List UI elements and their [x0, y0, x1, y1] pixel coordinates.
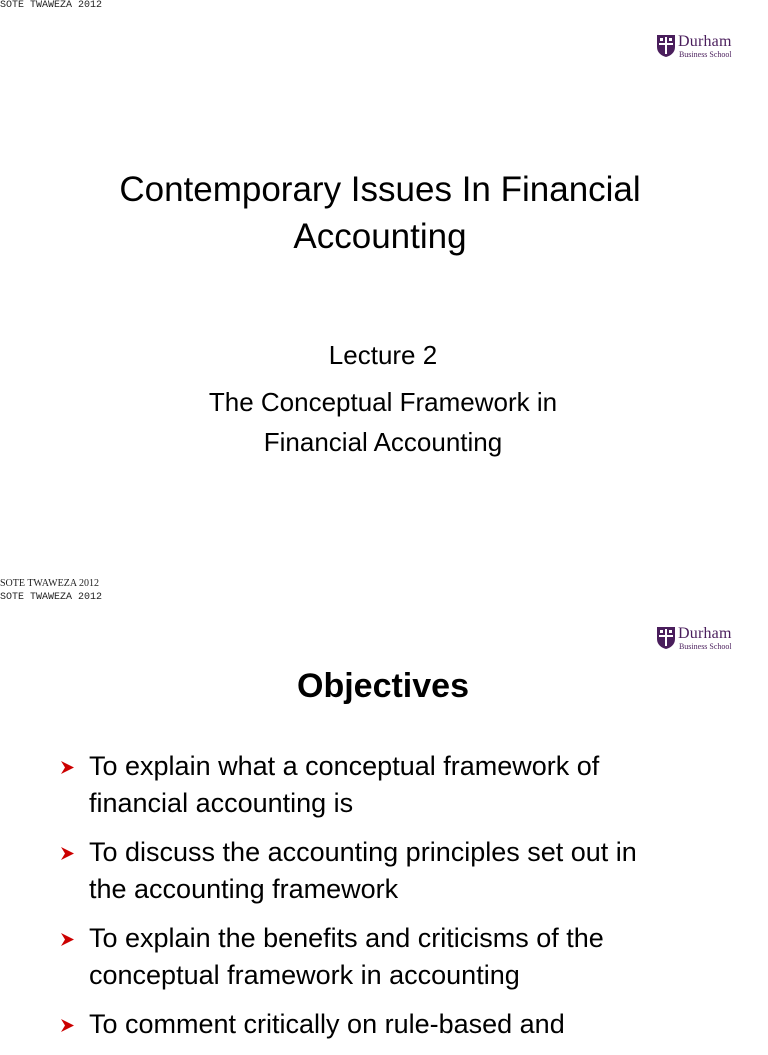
slide1-title-line1: Contemporary Issues In Financial: [119, 170, 641, 209]
logo-brand: Durham: [678, 625, 732, 642]
objectives-heading: Objectives: [297, 667, 469, 705]
crest-icon: [656, 34, 676, 58]
watermark-mid-mono: SOTE TWAWEZA 2012: [0, 592, 103, 603]
logo-sub: Business School: [678, 642, 732, 651]
list-item: [60, 920, 740, 994]
durham-logo: [656, 34, 732, 59]
arrow-bullet-icon: [60, 932, 75, 947]
slide1-subtitle-line1: The Conceptual Framework in: [208, 387, 558, 417]
bullet-line1: To comment critically on rule-based and: [89, 1009, 565, 1039]
bullet-line1: To discuss the accounting principles set out in: [89, 837, 637, 867]
bullet-line2: financial accounting is: [89, 788, 354, 818]
lecture-label: Lecture 2: [328, 340, 438, 370]
bullet-line1: To explain the benefits and criticisms of the: [89, 923, 604, 953]
bullet-line2: the accounting framework: [89, 874, 399, 904]
watermark-mid-serif: SOTE TWAWEZA 2012: [0, 578, 100, 589]
list-item: [60, 834, 740, 908]
objectives-list: [60, 748, 740, 1055]
bullet-line2: conceptual framework in accounting: [89, 960, 520, 990]
slide1-title-line2: Accounting: [293, 217, 467, 256]
watermark-top: SOTE TWAWEZA 2012: [0, 0, 103, 11]
arrow-bullet-icon: [60, 846, 75, 861]
slide1-subtitle-line2: Financial Accounting: [263, 427, 503, 457]
arrow-bullet-icon: [60, 1018, 75, 1033]
arrow-bullet-icon: [60, 760, 75, 775]
list-item: [60, 748, 740, 822]
crest-icon: [656, 626, 676, 650]
durham-logo-2: [656, 626, 732, 651]
logo-sub: Business School: [678, 50, 732, 59]
list-item: [60, 1006, 740, 1043]
bullet-line1: To explain what a conceptual framework of: [89, 751, 600, 781]
logo-brand: Durham: [678, 33, 732, 50]
